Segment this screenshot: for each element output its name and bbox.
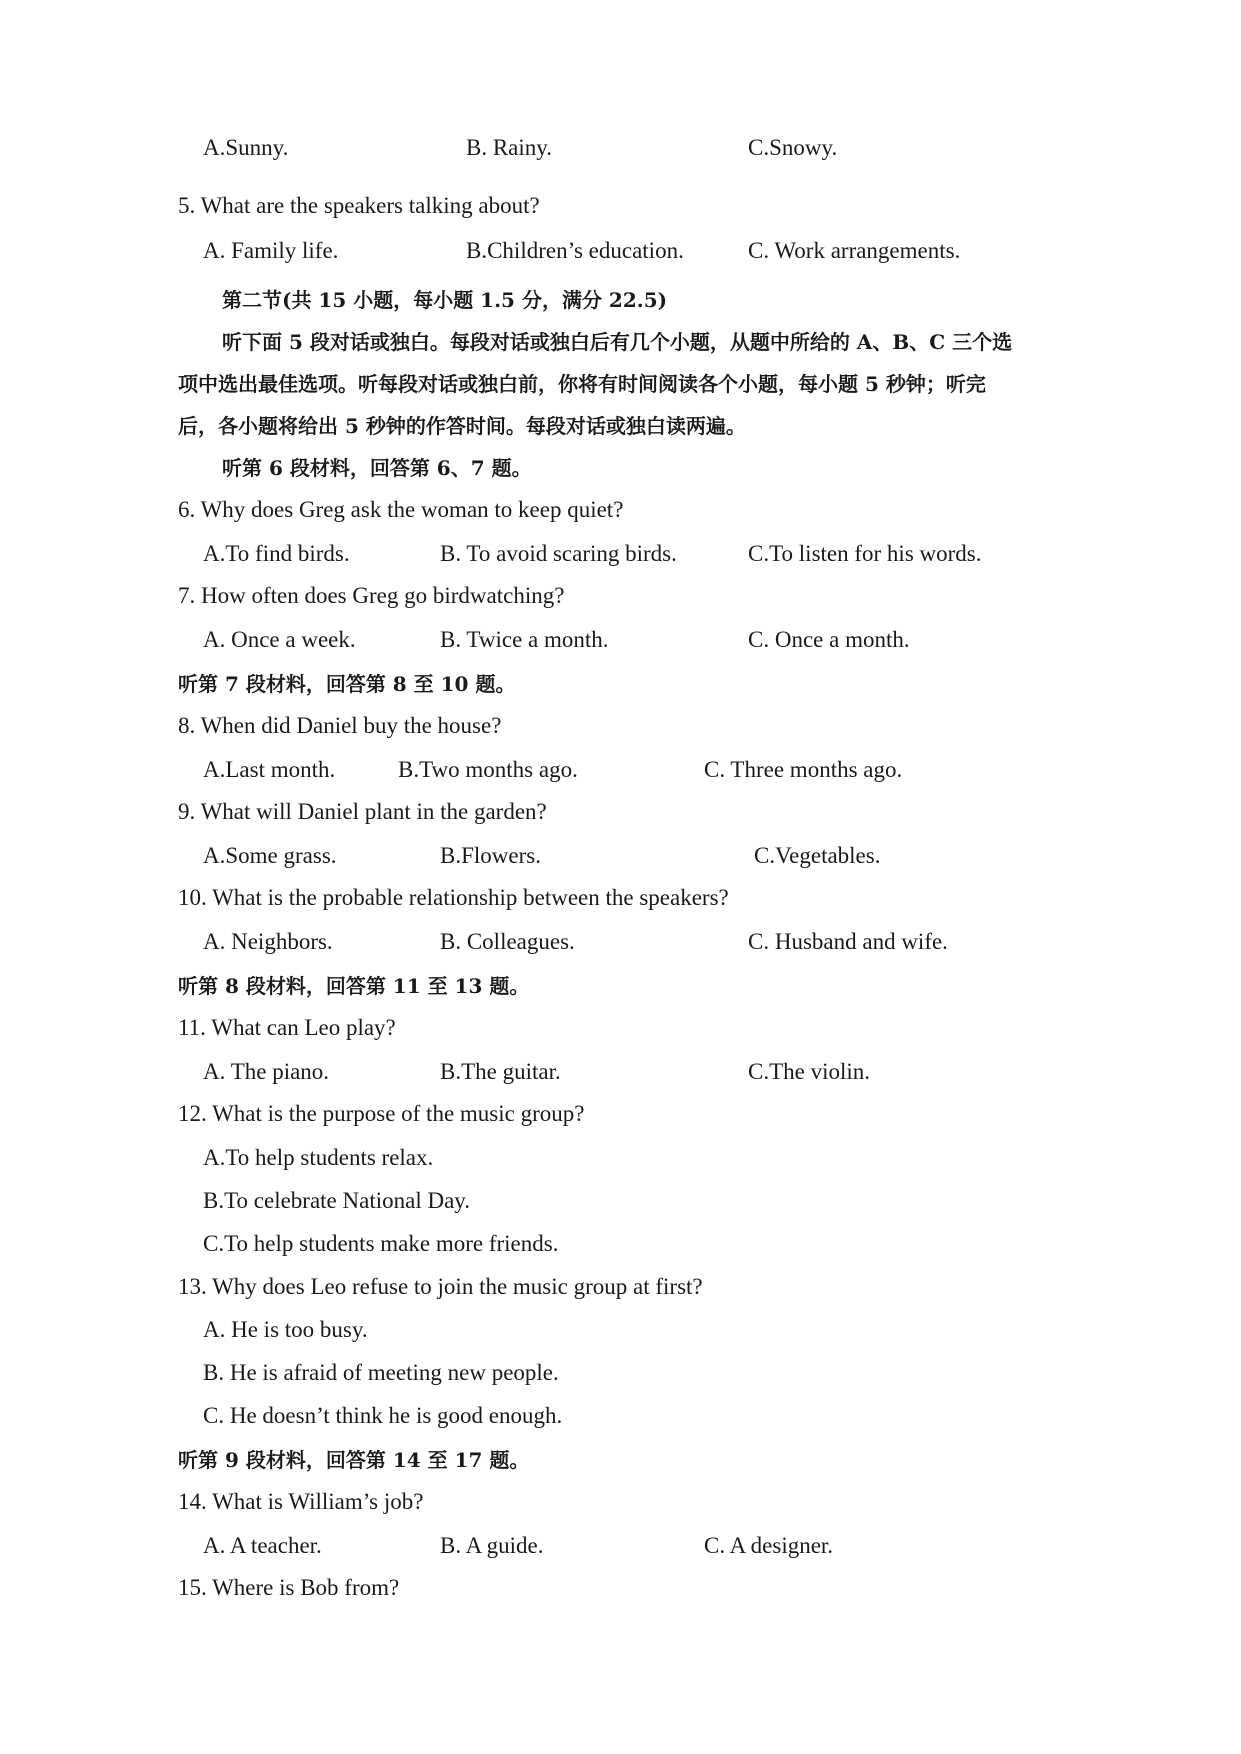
question-7 xyxy=(0,576,1241,616)
section-heading: 第二节(共 15 小题，每小题 1.5 分，满分 22.5) xyxy=(222,288,668,312)
q9-options xyxy=(0,836,1241,876)
option-a: A.Some grass. xyxy=(203,843,337,868)
option-c: C.The violin. xyxy=(748,1059,871,1084)
q13-option-b xyxy=(0,1353,1241,1393)
option-a: A.Last month. xyxy=(203,757,336,782)
option-a: A.Sunny. xyxy=(203,135,289,160)
q14-options xyxy=(0,1526,1241,1566)
question-text: 5. What are the speakers talking about? xyxy=(178,193,540,218)
question-10 xyxy=(0,878,1241,918)
option-c: C. Three months ago. xyxy=(704,757,903,782)
q13-option-c xyxy=(0,1396,1241,1436)
option-c: C. Husband and wife. xyxy=(748,929,948,954)
option-c: C.To help students make more friends. xyxy=(203,1231,559,1256)
question-9 xyxy=(0,792,1241,832)
question-11 xyxy=(0,1008,1241,1048)
q12-option-b xyxy=(0,1181,1241,1221)
question-6 xyxy=(0,490,1241,530)
passage-6-heading: 听第 6 段材料，回答第 6、7 题。 xyxy=(222,456,532,480)
option-c: C.Vegetables. xyxy=(754,843,881,868)
question-12 xyxy=(0,1094,1241,1134)
question-text: 6. Why does Greg ask the woman to keep quiet? xyxy=(178,497,624,522)
option-b: B.To celebrate National Day. xyxy=(203,1188,471,1213)
question-8 xyxy=(0,706,1241,746)
passage-8-heading: 听第 8 段材料，回答第 11 至 13 题。 xyxy=(178,974,530,998)
q12-option-a xyxy=(0,1138,1241,1178)
q6-options xyxy=(0,534,1241,574)
q7-options xyxy=(0,620,1241,660)
option-b: B. He is afraid of meeting new people. xyxy=(203,1360,559,1385)
option-a: A. He is too busy. xyxy=(203,1317,368,1342)
q13-option-a xyxy=(0,1310,1241,1350)
option-b: B.Children’s education. xyxy=(466,238,684,263)
question-5 xyxy=(0,186,1241,226)
passage-7-heading: 听第 7 段材料，回答第 8 至 10 题。 xyxy=(178,672,516,696)
q5-options xyxy=(0,231,1241,271)
question-15 xyxy=(0,1568,1241,1608)
instruction-line-2: 项中选出最佳选项。听每段对话或独白前，你将有时间阅读各个小题，每小题 5 秒钟；听完 xyxy=(178,372,986,396)
question-text: 13. Why does Leo refuse to join the music group at first? xyxy=(178,1274,703,1299)
option-c: C.Snowy. xyxy=(748,135,838,160)
question-text: 10. What is the probable relationship between the speakers? xyxy=(178,885,729,910)
instruction-line-1: 听下面 5 段对话或独白。每段对话或独白后有几个小题，从题中所给的 A、B、C 三个选 xyxy=(222,330,1013,354)
question-text: 9. What will Daniel plant in the garden? xyxy=(178,799,547,824)
question-text: 7. How often does Greg go birdwatching? xyxy=(178,583,565,608)
option-a: A.To find birds. xyxy=(203,541,350,566)
instruction-line-3: 后，各小题将给出 5 秒钟的作答时间。每段对话或独白读两遍。 xyxy=(178,414,746,438)
option-a: A. The piano. xyxy=(203,1059,330,1084)
q12-option-c xyxy=(0,1224,1241,1264)
option-c: C. Work arrangements. xyxy=(748,238,961,263)
passage-9-heading: 听第 9 段材料，回答第 14 至 17 题。 xyxy=(178,1448,530,1472)
question-text: 12. What is the purpose of the music group? xyxy=(178,1101,585,1126)
option-c: C.To listen for his words. xyxy=(748,541,982,566)
option-b: B. Colleagues. xyxy=(440,929,575,954)
option-b: B. A guide. xyxy=(440,1533,544,1558)
question-13 xyxy=(0,1267,1241,1307)
q4-options xyxy=(0,128,1241,168)
option-b: B.Two months ago. xyxy=(398,757,578,782)
option-c: C. He doesn’t think he is good enough. xyxy=(203,1403,563,1428)
option-c: C. A designer. xyxy=(704,1533,834,1558)
option-a: A. Neighbors. xyxy=(203,929,333,954)
option-b: B.The guitar. xyxy=(440,1059,561,1084)
q10-options xyxy=(0,922,1241,962)
option-a: A.To help students relax. xyxy=(203,1145,434,1170)
question-text: 15. Where is Bob from? xyxy=(178,1575,400,1600)
question-text: 8. When did Daniel buy the house? xyxy=(178,713,502,738)
option-b: B. Rainy. xyxy=(466,135,553,160)
option-b: B. To avoid scaring birds. xyxy=(440,541,677,566)
question-text: 11. What can Leo play? xyxy=(178,1015,396,1040)
option-a: A. Family life. xyxy=(203,238,339,263)
question-text: 14. What is William’s job? xyxy=(178,1489,424,1514)
option-a: A. A teacher. xyxy=(203,1533,322,1558)
q8-options xyxy=(0,750,1241,790)
option-b: B. Twice a month. xyxy=(440,627,609,652)
option-c: C. Once a month. xyxy=(748,627,910,652)
question-14 xyxy=(0,1482,1241,1522)
option-b: B.Flowers. xyxy=(440,843,541,868)
option-a: A. Once a week. xyxy=(203,627,356,652)
q11-options xyxy=(0,1052,1241,1092)
